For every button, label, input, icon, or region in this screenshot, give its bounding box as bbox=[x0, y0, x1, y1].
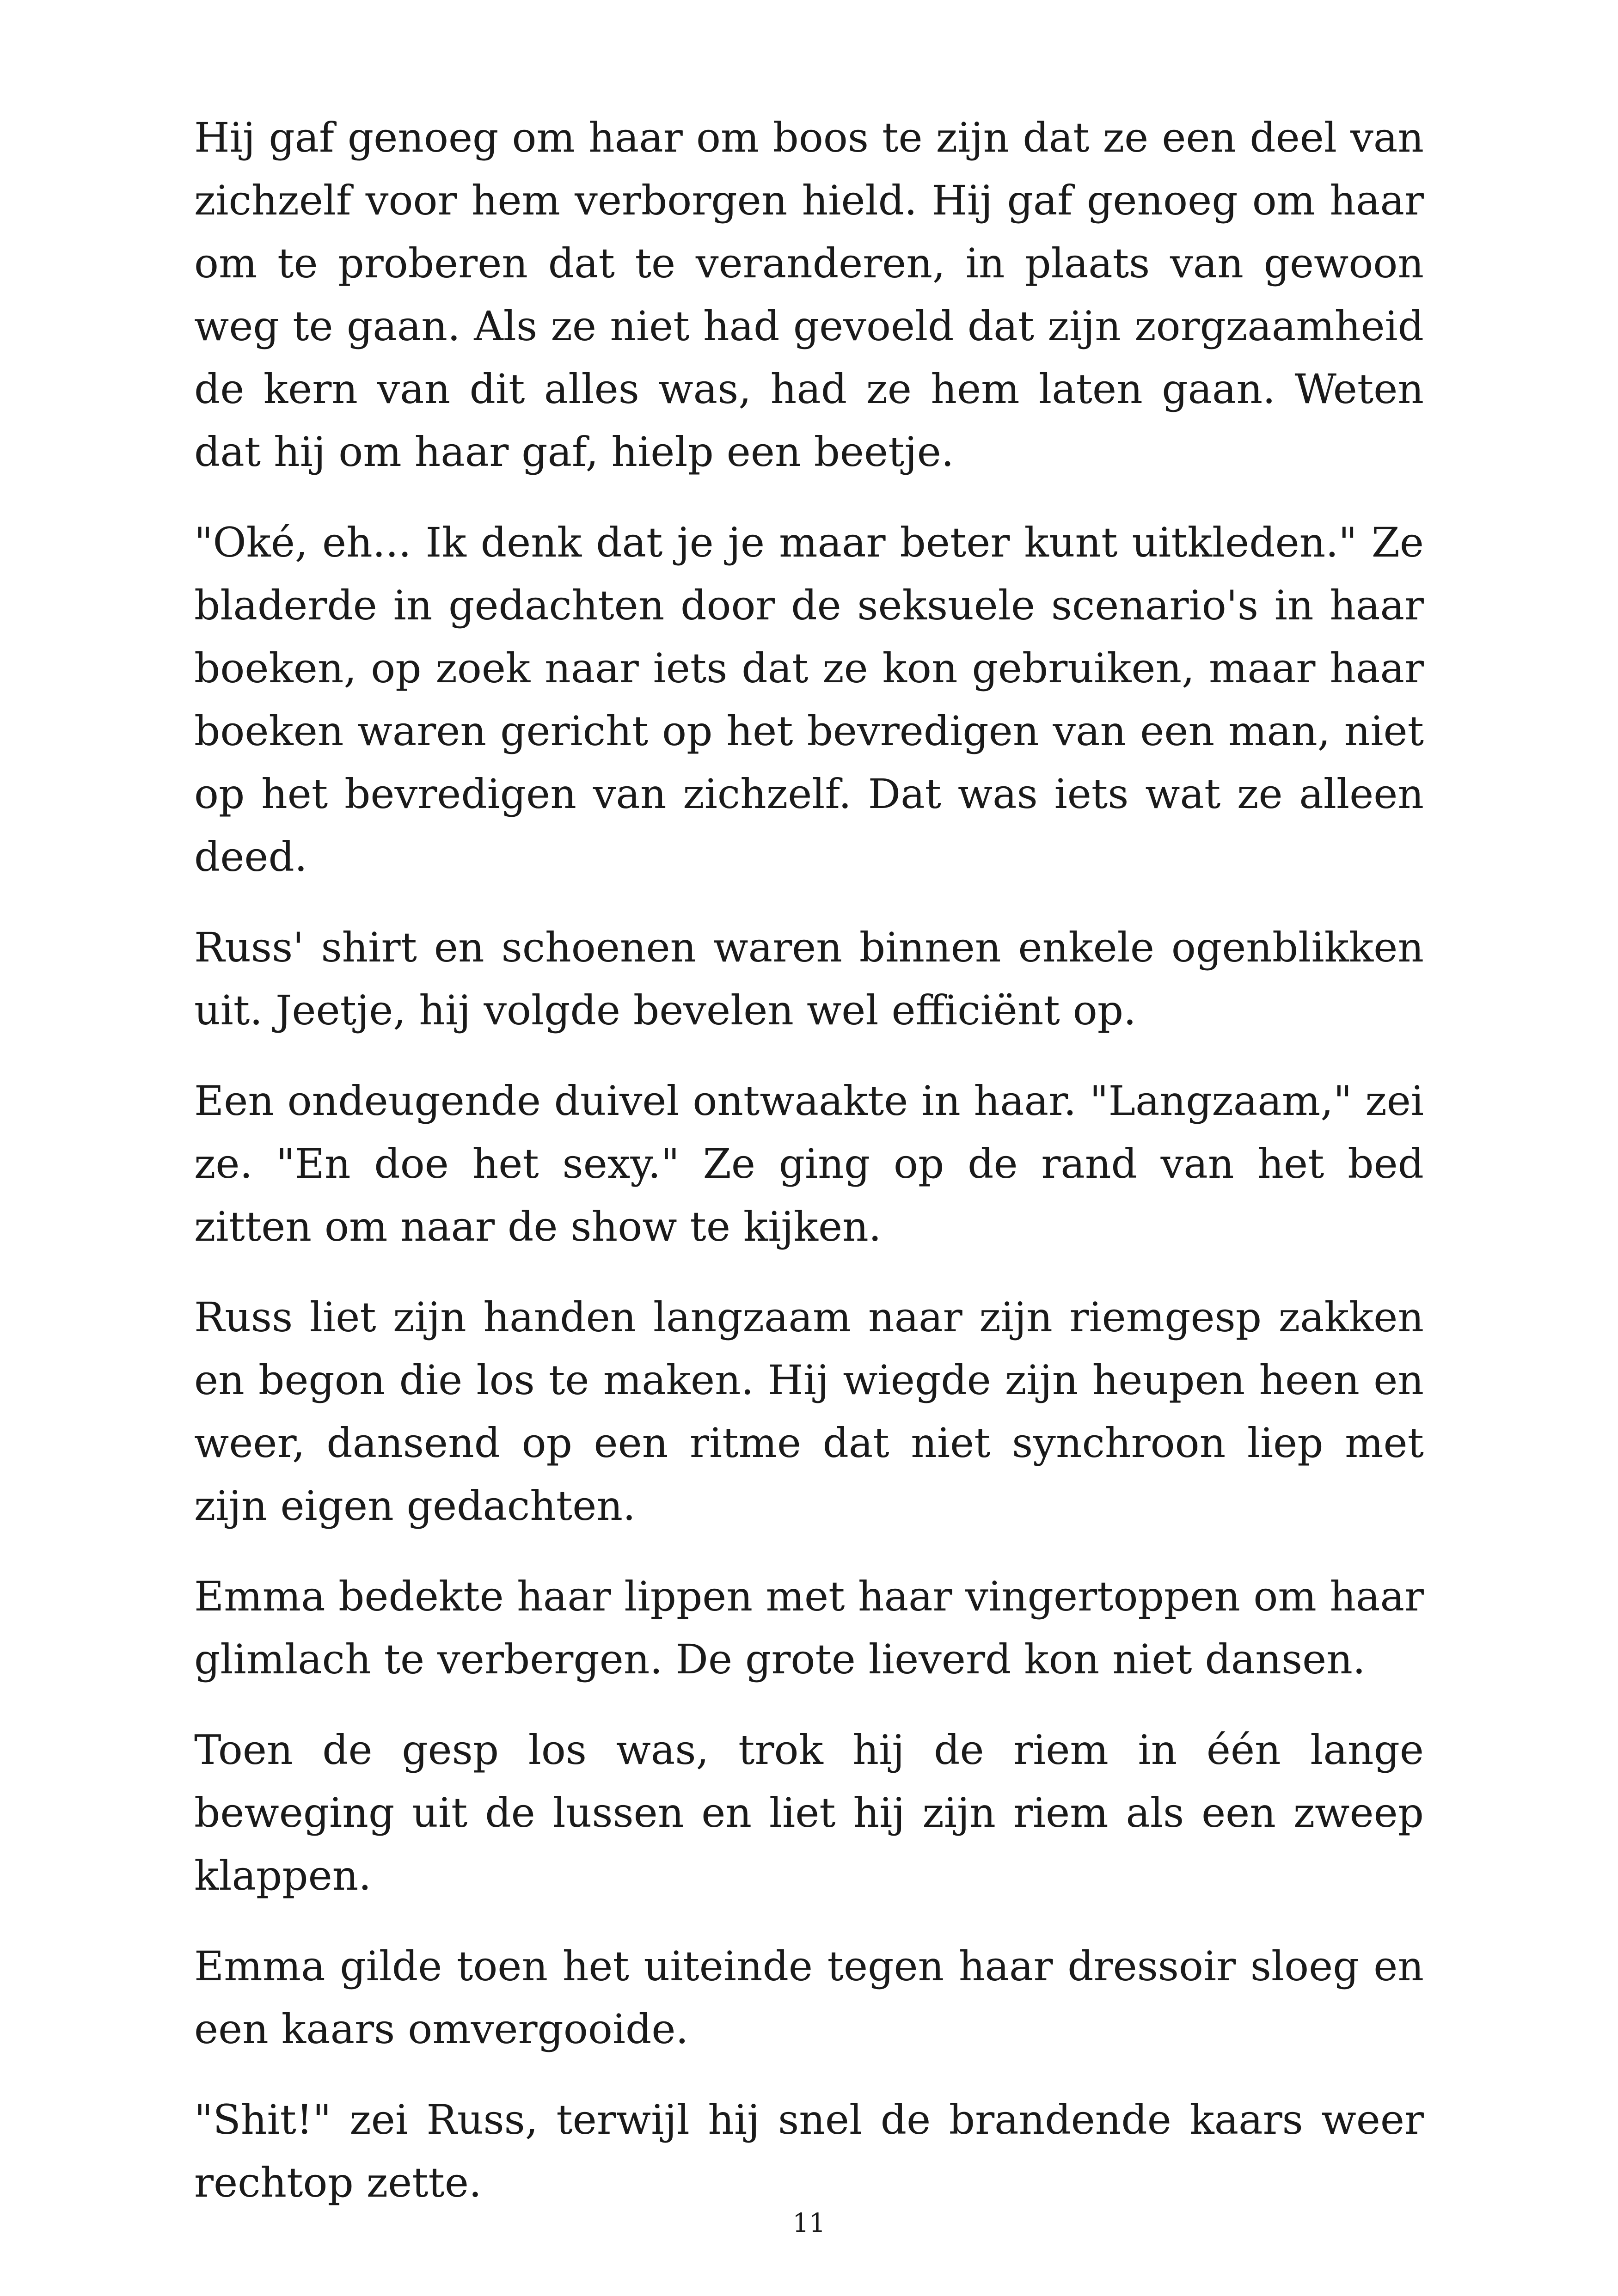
paragraph: Russ' shirt en schoenen waren binnen enkele ogenblikken uit. Jeetje, hij volgde bevelen wel efficiënt op. bbox=[194, 924, 1424, 1034]
paragraph: "Shit!" zei Russ, terwijl hij snel de brandende kaars weer rechtop zette. bbox=[194, 2096, 1424, 2206]
paragraph: Emma bedekte haar lippen met haar vingertoppen om haar glimlach te verbergen. De grote lieverd kon niet dansen. bbox=[194, 1573, 1424, 1683]
paragraph: Emma gilde toen het uiteinde tegen haar dressoir sloeg en een kaars omvergooide. bbox=[194, 1942, 1424, 2053]
paragraph: "Oké, eh... Ik denk dat je je maar beter kunt uitkleden." Ze bladerde in gedachten door de seksuele scenario's in haar boeken, op zoek naar iets dat ze kon gebruiken, maar haar boeken waren gericht op het bevredigen van een man, niet op het bevredigen van zichzelf. Dat was iets wat ze alleen deed. bbox=[194, 519, 1424, 881]
paragraph: Russ liet zijn handen langzaam naar zijn riemgesp zakken en begon die los te maken. Hij wiegde zijn heupen heen en weer, dansend op een ritme dat niet synchroon liep met zijn eigen gedachten. bbox=[194, 1293, 1424, 1530]
paragraph: Een ondeugende duivel ontwaakte in haar. "Langzaam," zei ze. "En doe het sexy." Ze ging op de rand van het bed zitten om naar de show te kijken. bbox=[194, 1077, 1424, 1250]
paragraph: Toen de gesp los was, trok hij de riem in één lange beweging uit de lussen en liet hij zijn riem als een zweep klappen. bbox=[194, 1726, 1424, 1899]
body-text bbox=[194, 106, 1424, 2214]
paragraph: Hij gaf genoeg om haar om boos te zijn dat ze een deel van zichzelf voor hem verborgen hield. Hij gaf genoeg om haar om te proberen dat te veranderen, in plaats van gewoon weg te gaan. Als ze niet had gevoeld dat zijn zorgzaamheid de kern van dit alles was, had ze hem laten gaan. Weten dat hij om haar gaf, hielp een beetje. bbox=[194, 114, 1424, 476]
page-number: 11 bbox=[792, 2208, 826, 2238]
